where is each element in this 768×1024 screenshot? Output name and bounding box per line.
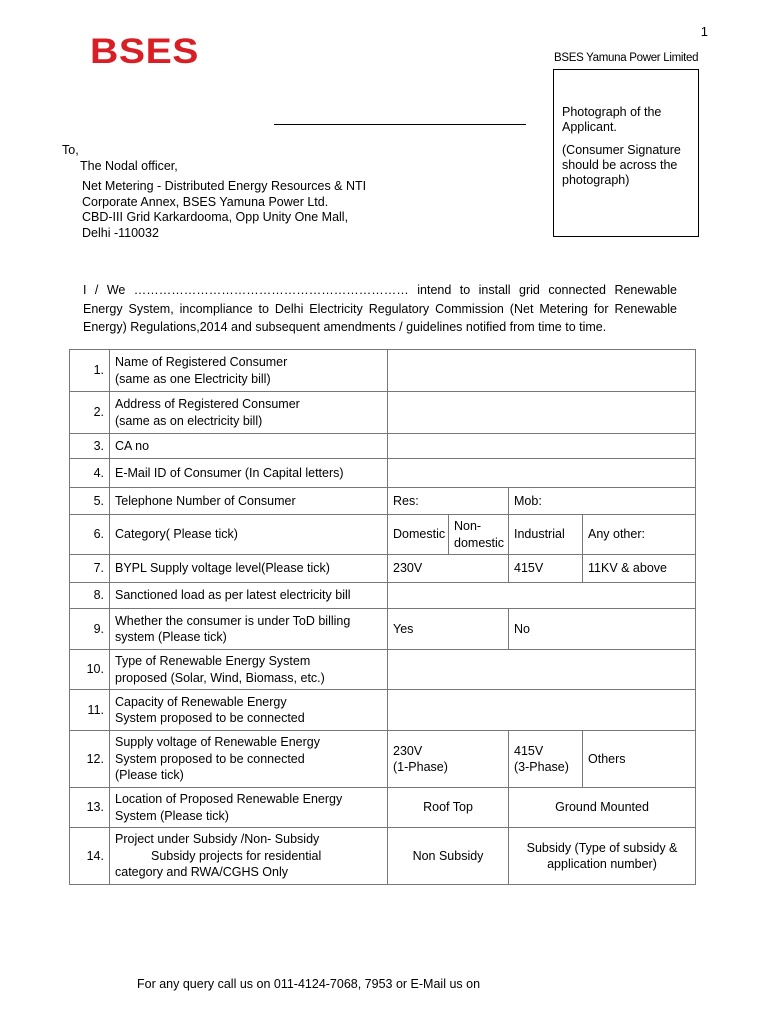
page-number: 1 (700, 24, 708, 39)
row-number: 5. (70, 488, 110, 515)
row-number: 9. (70, 609, 110, 650)
re-system-type-field[interactable] (388, 650, 696, 690)
sanctioned-load-field[interactable] (388, 583, 696, 609)
bses-logo: BSES (90, 32, 199, 71)
row-number: 6. (70, 515, 110, 555)
table-row (70, 609, 696, 650)
row-number: 14. (70, 828, 110, 885)
row-number: 3. (70, 434, 110, 459)
voltage-230v-option[interactable]: 230V (388, 555, 509, 583)
row-number: 11. (70, 690, 110, 731)
ground-mounted-option[interactable]: Ground Mounted (509, 788, 696, 828)
field-label: Name of Registered Consumer (same as one Electricity bill) (110, 350, 388, 392)
table-row (70, 555, 696, 583)
table-row (70, 392, 696, 434)
tod-no-option[interactable]: No (509, 609, 696, 650)
table-row (70, 583, 696, 609)
field-label: Project under Subsidy /Non- Subsidy Subsidy projects for residential category and RWA/CGHS Only (110, 828, 388, 885)
declaration-line: I / We ………………………………………………………… intend to install grid connected Renewable (83, 283, 677, 297)
field-label: Type of Renewable Energy System proposed (Solar, Wind, Biomass, etc.) (110, 650, 388, 690)
field-label: Location of Proposed Renewable Energy System (Please tick) (110, 788, 388, 828)
subsidy-option[interactable]: Subsidy (Type of subsidy & application number) (509, 828, 696, 885)
row-number: 13. (70, 788, 110, 828)
telephone-mob-field[interactable]: Mob: (509, 488, 696, 515)
footer-contact: For any query call us on 011-4124-7068, 7953 or E-Mail us on (137, 977, 481, 991)
table-row (70, 515, 696, 555)
field-label: CA no (110, 434, 388, 459)
table-row (70, 690, 696, 731)
category-other-option[interactable]: Any other: (583, 515, 696, 555)
field-label: BYPL Supply voltage level(Please tick) (110, 555, 388, 583)
consumer-name-field[interactable] (388, 350, 696, 392)
category-domestic-option[interactable]: Domestic (388, 515, 449, 555)
roof-top-option[interactable]: Roof Top (388, 788, 509, 828)
re-voltage-others-option[interactable]: Others (583, 731, 696, 788)
table-row (70, 350, 696, 392)
row-number: 10. (70, 650, 110, 690)
address-line: Net Metering - Distributed Energy Resources & NTI (82, 179, 367, 193)
signature-instruction: (Consumer Signature should be across the photograph) (562, 143, 681, 187)
field-label: Supply voltage of Renewable Energy System proposed to be connected (Please tick) (110, 731, 388, 788)
voltage-11kv-option[interactable]: 11KV & above (583, 555, 696, 583)
table-row (70, 788, 696, 828)
field-label: Telephone Number of Consumer (110, 488, 388, 515)
signature-line (274, 124, 526, 125)
category-industrial-option[interactable]: Industrial (509, 515, 583, 555)
row-number: 8. (70, 583, 110, 609)
field-label: Category( Please tick) (110, 515, 388, 555)
field-label: Sanctioned load as per latest electricity bill (110, 583, 388, 609)
address-line: Corporate Annex, BSES Yamuna Power Ltd. (82, 194, 329, 209)
address-block (82, 179, 366, 241)
row-number: 4. (70, 459, 110, 488)
declaration-line: Energy) Regulations,2014 and subsequent amendments / guidelines notified from time to time. (83, 320, 607, 334)
email-field[interactable] (388, 459, 696, 488)
re-voltage-230v-option[interactable]: 230V (1-Phase) (388, 731, 509, 788)
photograph-box[interactable] (553, 69, 699, 237)
address-to: To, (62, 143, 79, 157)
row-number: 2. (70, 392, 110, 434)
table-row (70, 731, 696, 788)
table-row (70, 488, 696, 515)
field-label: Capacity of Renewable Energy System proposed to be connected (110, 690, 388, 731)
declaration-line: Energy System, incompliance to Delhi Electricity Regulatory Commission (Net Metering for Renewable (83, 301, 677, 316)
non-subsidy-option[interactable]: Non Subsidy (388, 828, 509, 885)
photo-instruction: Photograph of the Applicant. (562, 105, 662, 134)
field-label: Whether the consumer is under ToD billing system (Please tick) (110, 609, 388, 650)
tod-yes-option[interactable]: Yes (388, 609, 509, 650)
re-voltage-415v-option[interactable]: 415V (3-Phase) (509, 731, 583, 788)
row-number: 7. (70, 555, 110, 583)
address-line: Delhi -110032 (82, 225, 159, 240)
address-nodal-officer: The Nodal officer, (80, 159, 178, 173)
application-form-table (69, 349, 696, 885)
company-name: BSES Yamuna Power Limited (554, 52, 699, 64)
declaration-paragraph (83, 281, 677, 337)
field-label: Address of Registered Consumer (same as on electricity bill) (110, 392, 388, 434)
table-row (70, 459, 696, 488)
consumer-address-field[interactable] (388, 392, 696, 434)
address-line: CBD-III Grid Karkardooma, Opp Unity One Mall, (82, 210, 349, 224)
telephone-res-field[interactable]: Res: (388, 488, 509, 515)
voltage-415v-option[interactable]: 415V (509, 555, 583, 583)
table-row (70, 434, 696, 459)
field-label: E-Mail ID of Consumer (In Capital letters) (110, 459, 388, 488)
row-number: 12. (70, 731, 110, 788)
table-row (70, 650, 696, 690)
table-row (70, 828, 696, 885)
re-capacity-field[interactable] (388, 690, 696, 731)
row-number: 1. (70, 350, 110, 392)
category-non-domestic-option[interactable]: Non- domestic (449, 515, 509, 555)
ca-number-field[interactable] (388, 434, 696, 459)
